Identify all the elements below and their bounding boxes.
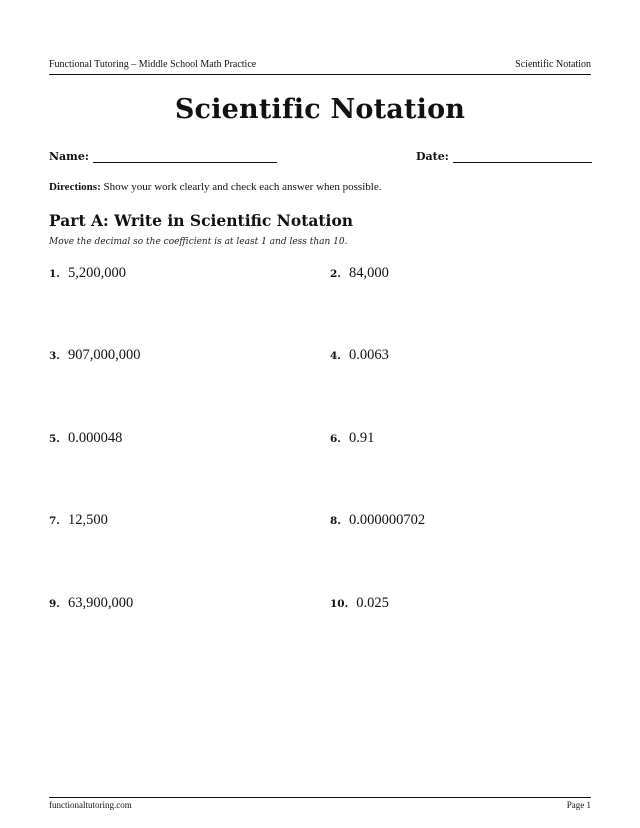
problem-value: 63,900,000 [67, 595, 134, 611]
problem-3 [49, 347, 140, 364]
problem-9 [49, 595, 133, 612]
problem-10 [330, 595, 389, 612]
problem-number: 7. [49, 515, 60, 527]
name-line[interactable] [93, 152, 277, 163]
problem-number: 4. [330, 350, 341, 362]
name-label: Name: [49, 150, 89, 163]
problem-7 [49, 512, 108, 529]
directions-label: Directions: [49, 181, 101, 193]
problem-6 [330, 430, 374, 447]
problem-8 [330, 512, 425, 529]
problem-value: 0.0063 [348, 347, 389, 363]
problem-number: 6. [330, 433, 341, 445]
problem-value: 0.000048 [67, 430, 123, 446]
name-field[interactable] [49, 150, 277, 163]
problem-5 [49, 430, 122, 447]
directions-text: Show your work clearly and check each answer when possible. [103, 181, 382, 193]
problem-number: 8. [330, 515, 341, 527]
problem-number: 5. [49, 433, 60, 445]
problem-value: 907,000,000 [67, 347, 141, 363]
problem-2 [330, 265, 389, 282]
problem-value: 0.000000702 [348, 512, 426, 528]
problem-4 [330, 347, 389, 364]
part-a-title: Part A: Write in Scientific Notation [49, 211, 354, 230]
page-title: Scientific Notation [174, 94, 466, 125]
footer-right: Page 1 [566, 800, 591, 810]
problem-value: 0.025 [356, 595, 389, 611]
problem-value: 0.91 [348, 430, 375, 446]
problem-value: 12,500 [67, 512, 108, 528]
problem-value: 84,000 [348, 265, 389, 281]
problem-1 [49, 265, 126, 282]
problem-value: 5,200,000 [67, 265, 126, 281]
header-left: Functional Tutoring – Middle School Math Practice [49, 59, 257, 70]
problem-number: 2. [330, 268, 341, 280]
footer-left: functionaltutoring.com [49, 800, 132, 810]
header-rule [49, 74, 591, 75]
part-a-note: Move the decimal so the coefficient is at least 1 and less than 10. [49, 237, 348, 247]
problem-number: 10. [330, 598, 349, 610]
problem-number: 1. [49, 268, 60, 280]
problem-number: 3. [49, 350, 60, 362]
footer-rule [49, 797, 591, 798]
directions [49, 181, 381, 193]
header-right: Scientific Notation [515, 59, 591, 70]
problem-number: 9. [49, 598, 60, 610]
date-field[interactable] [416, 150, 592, 163]
date-line[interactable] [453, 152, 592, 163]
date-label: Date: [416, 150, 449, 163]
